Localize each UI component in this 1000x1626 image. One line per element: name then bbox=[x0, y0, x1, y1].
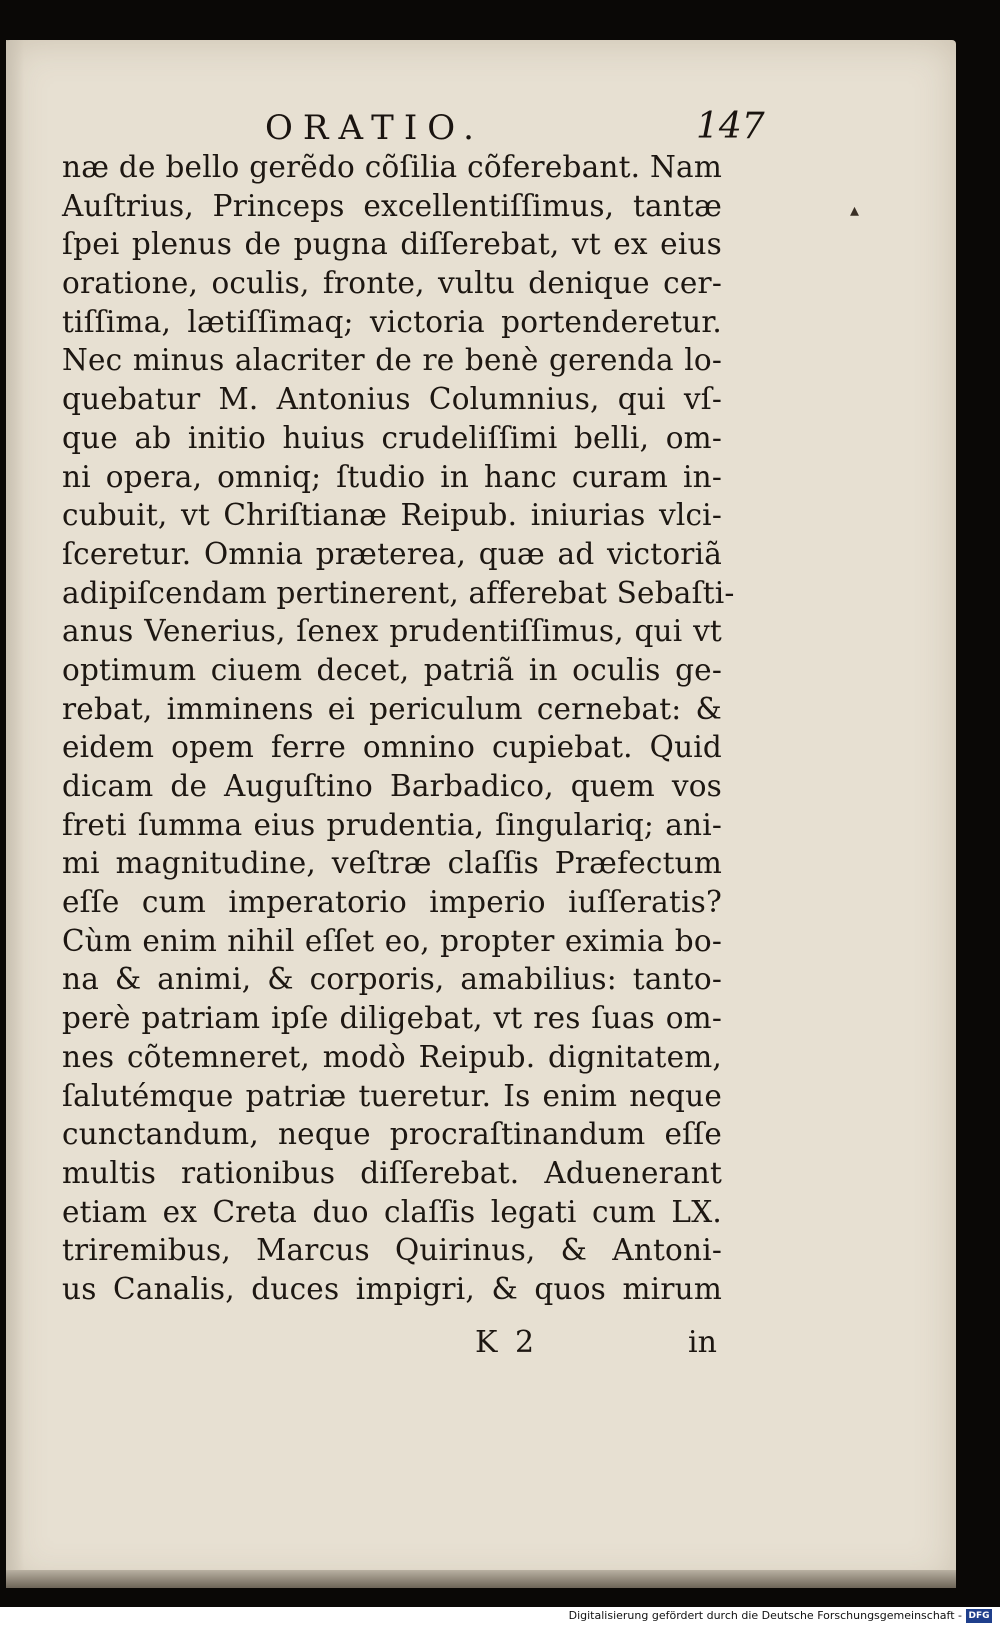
text-line: dicam de Auguſtino Barbadico, quem vos bbox=[62, 769, 722, 803]
text-line: oratione, oculis, fronte, vultu denique cer- bbox=[62, 266, 722, 301]
text-line: triremibus, Marcus Quirinus, & Antoni- bbox=[62, 1233, 722, 1268]
text-line: ſpei plenus de pugna diſſerebat, vt ex eius bbox=[62, 227, 722, 262]
text-line: quebatur M. Antonius Columnius, qui vſ- bbox=[62, 382, 722, 417]
page-gutter-shadow bbox=[6, 40, 24, 1585]
text-line: freti ſumma eius prudentia, ſingulariq; ani- bbox=[62, 807, 722, 842]
text-line: rebat, imminens ei periculum cernebat: & bbox=[62, 691, 722, 726]
text-line: tiſſima, lætiſſimaq; victoria portenderetur. bbox=[62, 304, 722, 339]
text-line: ni opera, omniq; ſtudio in hanc curam in- bbox=[62, 459, 722, 494]
text-line: mi magnitudine, veſtræ claſſis Præfectum bbox=[62, 846, 722, 881]
text-line: etiam ex Creta duo claſſis legati cum LX. bbox=[62, 1194, 722, 1229]
text-line: eſſe cum imperatorio imperio iuſſeratis? bbox=[62, 885, 722, 920]
text-line: multis rationibus diſſerebat. Aduenerant bbox=[62, 1155, 722, 1190]
text-line: adipiſcendam pertinerent, afferebat Sebaſti- bbox=[62, 575, 735, 610]
text-line: eidem opem ferre omnino cupiebat. Quid bbox=[62, 730, 722, 765]
text-line: anus Venerius, ſenex prudentiſſimus, qui vt bbox=[62, 614, 722, 649]
text-line: Nec minus alacriter de re benè gerenda lo- bbox=[62, 343, 722, 378]
signature-mark: K 2 bbox=[475, 1325, 539, 1360]
running-head: ORATIO. bbox=[265, 108, 484, 148]
page-number: 147 bbox=[696, 106, 765, 147]
text-line: que ab initio huius crudeliſſimi belli, om- bbox=[62, 420, 722, 455]
page-bottom-edge bbox=[6, 1570, 956, 1588]
text-line: na & animi, & corporis, amabilius: tanto- bbox=[62, 962, 722, 997]
text-line: cunctandum, neque procraſtinandum eſſe bbox=[62, 1117, 722, 1152]
text-line: ſalutémque patriæ tueretur. Is enim neque bbox=[62, 1078, 722, 1113]
text-line: ſceretur. Omnia præterea, quæ ad victoriã bbox=[62, 536, 722, 571]
text-line: perè patriam ipſe diligebat, vt res ſuas om- bbox=[62, 1001, 722, 1036]
text-line: Auſtrius, Princeps excellentiſſimus, tantæ bbox=[62, 188, 722, 223]
text-line: Cùm enim nihil eſſet eo, propter eximia bo- bbox=[62, 923, 722, 958]
text-line: us Canalis, duces impigri, & quos mirum bbox=[62, 1271, 722, 1306]
footer-credit: Digitalisierung gefördert durch die Deutsche Forschungsgemeinschaft - bbox=[568, 1609, 962, 1622]
dfg-logo: DFG bbox=[966, 1609, 992, 1623]
text-line: cubuit, vt Chriſtianæ Reipub. iniurias vlci- bbox=[62, 498, 722, 533]
body-text bbox=[62, 148, 735, 1309]
catchword: in bbox=[688, 1325, 717, 1360]
margin-mark-icon: ▴ bbox=[850, 200, 860, 221]
text-line: optimum ciuem decet, patriã in oculis ge- bbox=[62, 652, 722, 687]
text-line: næ de bello gerẽdo cõſilia cõferebant. Nam bbox=[62, 150, 722, 184]
text-line: nes cõtemneret, modò Reipub. dignitatem, bbox=[62, 1039, 722, 1074]
